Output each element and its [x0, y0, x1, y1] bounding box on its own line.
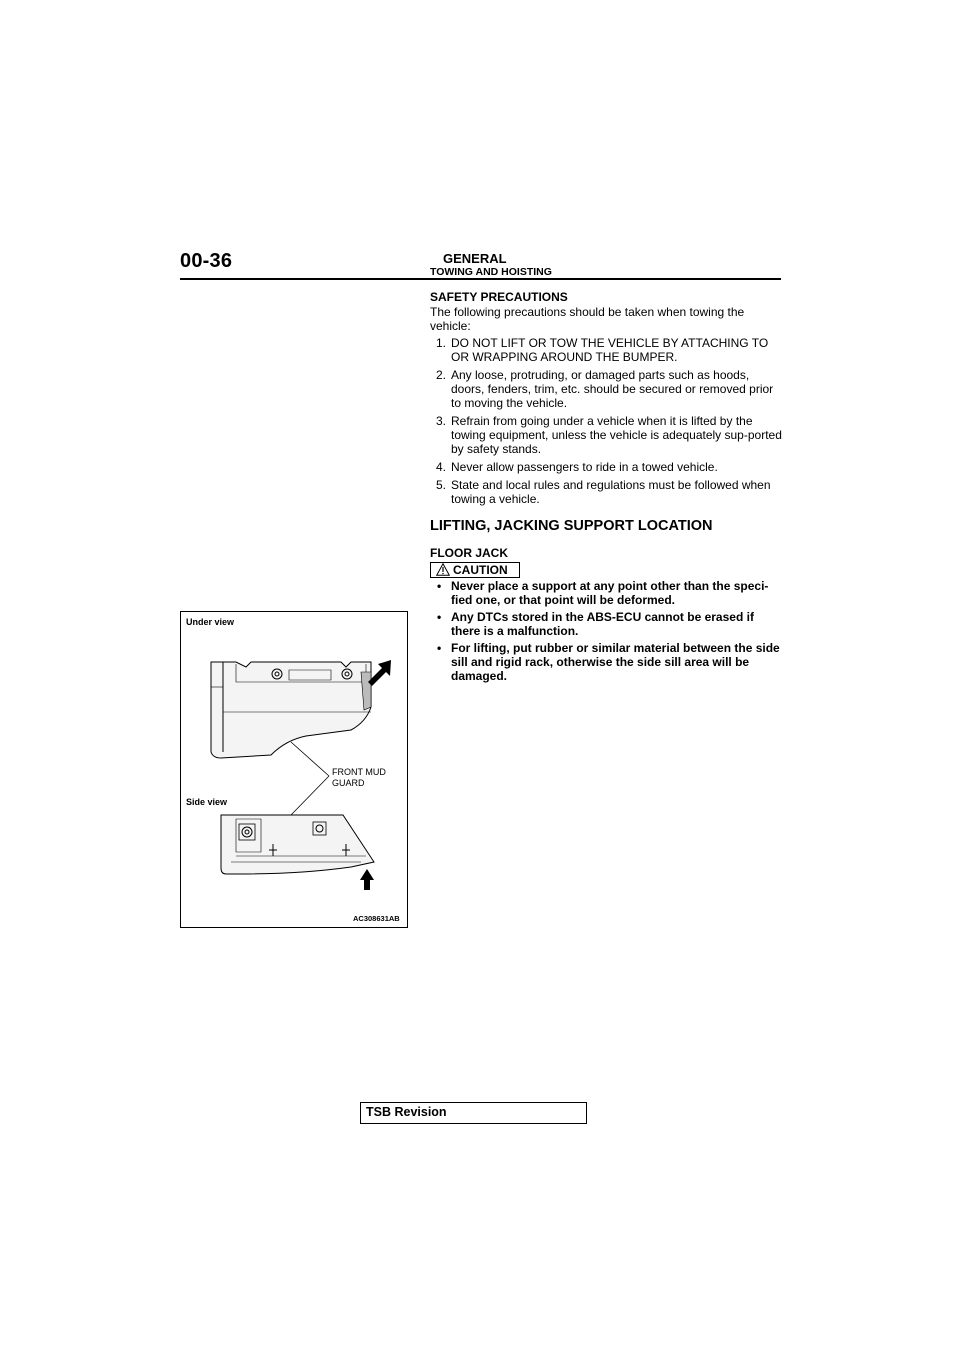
- step-text: State and local rules and regulations must be followed when towing a vehicle.: [451, 478, 771, 506]
- caution-label: CAUTION: [453, 563, 508, 577]
- warning-triangle-icon: [436, 563, 450, 576]
- floor-jack-heading: FLOOR JACK: [430, 546, 508, 560]
- side-view-label: Side view: [186, 797, 228, 807]
- step-number: 3.: [436, 414, 447, 428]
- safety-step: [430, 460, 782, 474]
- section-subtitle: TOWING AND HOISTING: [430, 266, 552, 278]
- safety-step: [430, 336, 782, 364]
- bullet-icon: •: [437, 579, 442, 593]
- bullet-icon: •: [437, 641, 442, 655]
- under-view-mud-guard: [211, 662, 371, 758]
- page-number: 00-36: [180, 250, 233, 272]
- safety-intro: The following precautions should be taken when towing the vehicle:: [430, 305, 745, 333]
- safety-steps-list: [430, 336, 782, 510]
- callout-front-mud: FRONT MUD: [332, 767, 386, 777]
- step-text: DO NOT LIFT OR TOW THE VEHICLE BY ATTACHING TO OR WRAPPING AROUND THE BUMPER.: [451, 336, 769, 364]
- step-text: Refrain from going under a vehicle when it is lifted by the towing equipment, unless the vehicle is adequately sup-ported by safety stands.: [451, 414, 782, 456]
- jack-point-arrow-icon: [360, 869, 374, 890]
- caution-item: [430, 579, 786, 607]
- caution-text: Any DTCs stored in the ABS-ECU cannot be erased if there is a malfunction.: [451, 610, 754, 638]
- caution-text: For lifting, put rubber or similar material between the side sill and rigid rack, otherwise the side sill area will be damaged.: [451, 641, 780, 683]
- tsb-revision-label: TSB Revision: [366, 1105, 447, 1119]
- safety-step: [430, 414, 782, 456]
- safety-step: [430, 368, 782, 410]
- step-number: 4.: [436, 460, 447, 474]
- figure-code: AC308631AB: [353, 914, 400, 923]
- caution-text: Never place a support at any point other than the speci-fied one, or that point will be deformed.: [451, 579, 769, 607]
- step-text: Never allow passengers to ride in a towed vehicle.: [451, 460, 718, 474]
- under-view-label: Under view: [186, 617, 235, 627]
- step-number: 2.: [436, 368, 447, 382]
- caution-item: [430, 641, 786, 683]
- lifting-heading: LIFTING, JACKING SUPPORT LOCATION: [430, 518, 713, 534]
- safety-heading: SAFETY PRECAUTIONS: [430, 290, 568, 304]
- callout-leader-line: [291, 776, 329, 815]
- callout-guard: GUARD: [332, 778, 365, 788]
- side-view-mud-guard: [221, 815, 374, 874]
- step-number: 1.: [436, 336, 447, 350]
- safety-step: [430, 478, 782, 506]
- step-text: Any loose, protruding, or damaged parts such as hoods, doors, fenders, trim, etc. should be secured or removed prior to moving the vehicle.: [451, 368, 774, 410]
- header-rule: [180, 278, 781, 280]
- callout-leader-line: [291, 742, 329, 776]
- caution-list: [430, 579, 786, 686]
- step-number: 5.: [436, 478, 447, 492]
- caution-item: [430, 610, 786, 638]
- section-title: GENERAL: [443, 251, 507, 266]
- bullet-icon: •: [437, 610, 442, 624]
